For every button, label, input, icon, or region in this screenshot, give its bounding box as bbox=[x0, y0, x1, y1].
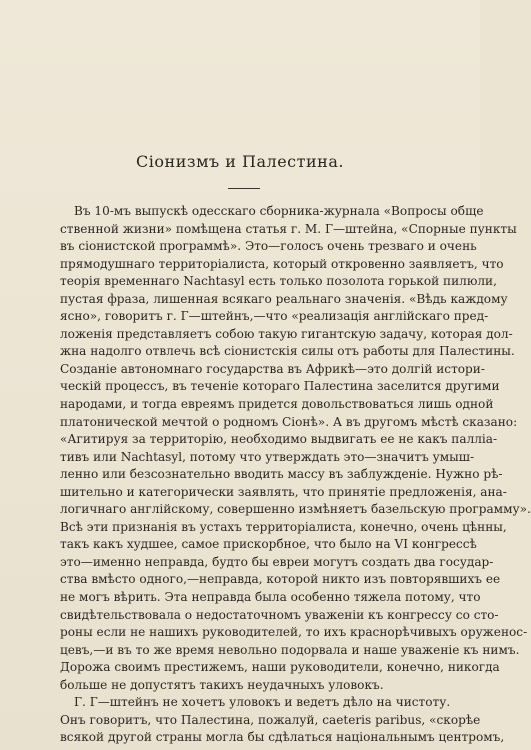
text-line: прямодушнаго территоріалиста, который откровенно заявляетъ, что bbox=[60, 256, 504, 271]
text-line: ясно», говоритъ г. Г—штейнъ,—что «реализація англійскаго пред- bbox=[60, 309, 489, 324]
text-line: свидѣтельствовала о недостаточномъ уваженіи къ конгрессу со сто- bbox=[60, 607, 499, 622]
text-line: «Агитируя за территорію, необходимо выдвигать ее не какъ палліа- bbox=[60, 432, 498, 447]
text-line: тивъ или Nachtasyl, потому что утверждать это—значитъ умыш- bbox=[60, 449, 475, 464]
text-line: цевъ,—и въ то же время невольно подорвала и наше уваженіе къ нимъ. bbox=[60, 642, 520, 657]
text-line: жна надолго отвлечь всѣ сіонистскія силы отъ работы для Палестины. bbox=[60, 344, 515, 359]
text-line: платонической мечтой о родномъ Сіонѣ». А въ другомъ мѣстѣ сказано: bbox=[60, 414, 518, 429]
text-line: роны если не нашихъ руководителей, то ихъ краснорѣчивыхъ оруженос- bbox=[60, 625, 528, 640]
text-line: всякой другой страны могла бы сдѣлаться національнымъ центромъ, bbox=[60, 730, 505, 745]
text-line: это—именно неправда, будто бы евреи могутъ создать два государ- bbox=[60, 554, 494, 569]
text-line: такъ какъ худшее, самое прискорбное, что было на VI конгрессѣ bbox=[60, 537, 477, 552]
text-line: народами, и тогда евреямъ придется довольствоваться лишь одной bbox=[60, 397, 494, 412]
page-title: Сіонизмъ и Палестина. bbox=[136, 152, 344, 171]
text-line: больше не допустятъ такихъ неудачныхъ уловокъ. bbox=[60, 677, 384, 692]
text-line: Г. Г—штейнъ не хочетъ уловокъ и ведетъ дѣло на чистоту. bbox=[74, 695, 451, 710]
text-line: въ сіонистской программѣ». Это—голосъ очень трезваго и очень bbox=[60, 239, 477, 254]
text-line: ческій процессъ, въ теченіе котораго Палестина заселится другими bbox=[60, 379, 500, 394]
title-divider bbox=[228, 188, 260, 189]
text-line: Дорожа своимъ престижемъ, наши руководители, конечно, никогда bbox=[60, 660, 500, 675]
text-line: теорія временнаго Nachtasyl есть только позолота горькой пилюли, bbox=[60, 274, 497, 289]
text-line: шительно и категорически заявлять, что принятіе предложенія, ана- bbox=[60, 484, 507, 499]
text-line: ложенія представляетъ собою такую гигантскую задачу, которая дол- bbox=[60, 326, 513, 341]
text-line: ленно или безсознательно вводить массу въ заблужденіе. Нужно рѣ- bbox=[60, 467, 503, 482]
text-line: Всѣ эти признанія въ устахъ территоріалиста, конечно, очень цѣнны, bbox=[60, 519, 507, 534]
text-line: не могъ вѣрить. Эта неправда была особенно тяжела потому, что bbox=[60, 590, 481, 605]
text-line: Онъ говоритъ, что Палестина, пожалуй, caeteris paribus, «скорѣе bbox=[60, 712, 481, 727]
body-text bbox=[60, 203, 531, 747]
text-line: ственной жизни» помѣщена статья г. М. Г—штейна, «Спорные пункты bbox=[60, 221, 517, 236]
text-line: ства вмѣсто одного,—неправда, которой никто изъ повторявшихъ ее bbox=[60, 572, 501, 587]
text-line: логичнаго англійскому, совершенно измѣняетъ базельскую программу». bbox=[60, 502, 531, 517]
text-line: Въ 10-мъ выпускѣ одесскаго сборника-журнала «Вопросы обще bbox=[74, 204, 484, 218]
text-line: Созданіе автономнаго государства въ Африкѣ—это долгій истори- bbox=[60, 361, 485, 376]
text-line: пустая фраза, лишенная всякаго реальнаго значенія. «Вѣдь каждому bbox=[60, 291, 508, 306]
